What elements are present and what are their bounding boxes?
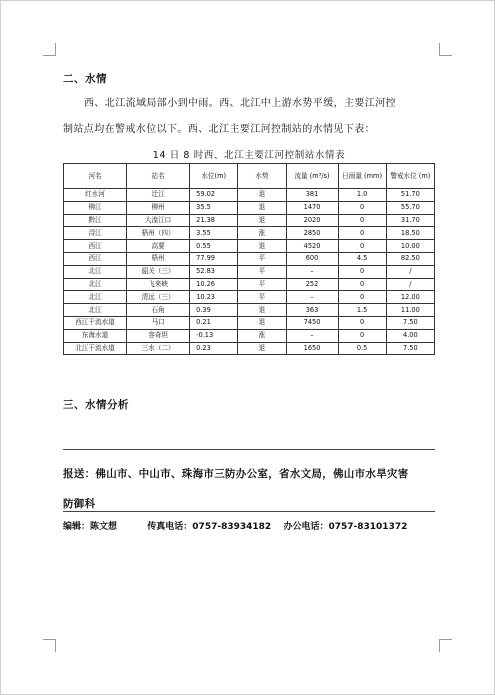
cell-discharge: 381 xyxy=(286,189,338,202)
cell-rain: 0 xyxy=(338,316,386,329)
col-header-warning-level: 警戒水位 (m) xyxy=(386,164,434,189)
cell-trend: 涨 xyxy=(238,227,286,240)
cell-level: 59.02 xyxy=(190,189,238,202)
crop-mark-top-right xyxy=(439,43,452,56)
table-row xyxy=(64,316,435,329)
cell-discharge: 252 xyxy=(286,278,338,291)
cell-level: 0.39 xyxy=(190,304,238,317)
cell-rain: 4.5 xyxy=(338,252,386,265)
distribution-line-2: 防御科 xyxy=(63,498,96,510)
table-row xyxy=(64,189,435,202)
table-row xyxy=(64,278,435,291)
cell-discharge: 600 xyxy=(286,252,338,265)
cell-station: 石角 xyxy=(127,304,190,317)
cell-trend: 退 xyxy=(238,214,286,227)
cell-station: 迁江 xyxy=(127,189,190,202)
cell-river: 西江 xyxy=(64,240,127,253)
table-row xyxy=(64,201,435,214)
cell-discharge: 2020 xyxy=(286,214,338,227)
cell-river: 浔江 xyxy=(64,227,127,240)
table-row xyxy=(64,252,435,265)
cell-station: 梧州 xyxy=(127,252,190,265)
cell-rain: 0 xyxy=(338,214,386,227)
cell-level: 10.23 xyxy=(190,291,238,304)
cell-rain: 0.5 xyxy=(338,342,386,355)
table-row xyxy=(64,329,435,342)
cell-trend: 退 xyxy=(238,316,286,329)
cell-level: 21.38 xyxy=(190,214,238,227)
cell-warning: / xyxy=(386,265,434,278)
cell-station: 柳州 xyxy=(127,201,190,214)
cell-discharge: 7450 xyxy=(286,316,338,329)
divider-bottom xyxy=(63,511,435,512)
cell-warning: 7.50 xyxy=(386,342,434,355)
water-regime-paragraph xyxy=(63,91,435,143)
cell-trend: 退 xyxy=(238,189,286,202)
cell-station: 大湟江口 xyxy=(127,214,190,227)
cell-warning: 10.00 xyxy=(386,240,434,253)
cell-discharge: 4520 xyxy=(286,240,338,253)
cell-trend: 退 xyxy=(238,342,286,355)
paragraph-line-1: 西、北江流域局部小到中雨。西、北江中上游水势平缓，主要江河控 xyxy=(84,98,396,109)
distribution-line-1: 报送：佛山市、中山市、珠海市三防办公室，省水文局，佛山市水旱灾害 xyxy=(63,468,409,480)
cell-river: 北江 xyxy=(64,278,127,291)
col-header-river: 河名 xyxy=(64,164,127,189)
cell-river: 西江 xyxy=(64,252,127,265)
table-caption: 14 日 8 时西、北江主要江河控制站水情表 xyxy=(152,150,346,161)
col-header-water-level: 水位(m) xyxy=(190,164,238,189)
cell-level: 0.55 xyxy=(190,240,238,253)
cell-rain: 0 xyxy=(338,278,386,291)
table-header-row xyxy=(64,164,435,189)
cell-warning: 11.00 xyxy=(386,304,434,317)
cell-discharge: 2850 xyxy=(286,227,338,240)
table-row xyxy=(64,304,435,317)
cell-level: -0.13 xyxy=(190,329,238,342)
cell-river: 红水河 xyxy=(64,189,127,202)
cell-rain: 0 xyxy=(338,291,386,304)
cell-discharge: 1650 xyxy=(286,342,338,355)
cell-station: 容奇坦 xyxy=(127,329,190,342)
crop-mark-top-left xyxy=(43,43,56,56)
cell-river: 黔江 xyxy=(64,214,127,227)
cell-trend: 涨 xyxy=(238,329,286,342)
cell-river: 北江 xyxy=(64,265,127,278)
col-header-station: 站名 xyxy=(127,164,190,189)
cell-level: 77.99 xyxy=(190,252,238,265)
table-row xyxy=(64,240,435,253)
cell-rain: 1.5 xyxy=(338,304,386,317)
crop-mark-bottom-right xyxy=(439,639,452,652)
cell-trend: 退 xyxy=(238,201,286,214)
fax-number: 传真电话：0757-83934182 xyxy=(147,522,272,532)
divider-top xyxy=(63,449,435,450)
cell-warning: 18.50 xyxy=(386,227,434,240)
cell-warning: 55.70 xyxy=(386,201,434,214)
cell-river: 北江 xyxy=(64,291,127,304)
distribution-list xyxy=(63,459,439,519)
cell-rain: 0 xyxy=(338,329,386,342)
cell-rain: 1.0 xyxy=(338,189,386,202)
col-header-trend: 水势 xyxy=(238,164,286,189)
cell-trend: 平 xyxy=(238,265,286,278)
cell-station: 马口 xyxy=(127,316,190,329)
cell-river: 柳江 xyxy=(64,201,127,214)
cell-station: 梧州（四） xyxy=(127,227,190,240)
cell-river: 西江干流水道 xyxy=(64,316,127,329)
cell-level: 3.55 xyxy=(190,227,238,240)
cell-rain: 0 xyxy=(338,265,386,278)
cell-warning: 31.70 xyxy=(386,214,434,227)
footer-contacts xyxy=(63,519,443,532)
cell-rain: 0 xyxy=(338,201,386,214)
table-row xyxy=(64,265,435,278)
table-row xyxy=(64,214,435,227)
cell-discharge: – xyxy=(286,291,338,304)
table-row xyxy=(64,291,435,304)
cell-level: 0.23 xyxy=(190,342,238,355)
cell-level: 35.5 xyxy=(190,201,238,214)
cell-rain: 0 xyxy=(338,240,386,253)
cell-station: 清远（三） xyxy=(127,291,190,304)
cell-discharge: 363 xyxy=(286,304,338,317)
cell-warning: 12.00 xyxy=(386,291,434,304)
editor-name: 编辑：陈文想 xyxy=(63,522,118,532)
cell-level: 52.83 xyxy=(190,265,238,278)
cell-discharge: – xyxy=(286,265,338,278)
cell-river: 东海水道 xyxy=(64,329,127,342)
cell-discharge: – xyxy=(286,329,338,342)
cell-trend: 退 xyxy=(238,304,286,317)
cell-discharge: 1470 xyxy=(286,201,338,214)
col-header-discharge: 流量 (m³/s) xyxy=(286,164,338,189)
water-regime-table xyxy=(63,163,435,355)
cell-level: 0.21 xyxy=(190,316,238,329)
office-phone: 办公电话：0757-83101372 xyxy=(283,522,408,532)
cell-station: 飞来峡 xyxy=(127,278,190,291)
col-header-daily-rain: 日雨量 (mm) xyxy=(338,164,386,189)
section-heading-water-analysis: 三、水情分析 xyxy=(63,399,129,411)
cell-river: 北江 xyxy=(64,304,127,317)
table-row xyxy=(64,227,435,240)
cell-trend: 平 xyxy=(238,252,286,265)
cell-trend: 平 xyxy=(238,278,286,291)
section-heading-water-regime: 二、水情 xyxy=(63,73,107,85)
cell-warning: 51.70 xyxy=(386,189,434,202)
cell-station: 三水（二） xyxy=(127,342,190,355)
cell-rain: 0 xyxy=(338,227,386,240)
table-row xyxy=(64,342,435,355)
cell-warning: / xyxy=(386,278,434,291)
cell-station: 高要 xyxy=(127,240,190,253)
cell-trend: 退 xyxy=(238,240,286,253)
paragraph-line-2: 制站点均在警戒水位以下。西、北江主要江河控制站的水情见下表： xyxy=(63,124,375,135)
crop-mark-bottom-left xyxy=(43,639,56,652)
cell-station: 韶关（三） xyxy=(127,265,190,278)
cell-warning: 4.00 xyxy=(386,329,434,342)
cell-river: 北江干流水道 xyxy=(64,342,127,355)
cell-warning: 82.50 xyxy=(386,252,434,265)
cell-level: 10.26 xyxy=(190,278,238,291)
cell-trend: 平 xyxy=(238,291,286,304)
cell-warning: 7.50 xyxy=(386,316,434,329)
